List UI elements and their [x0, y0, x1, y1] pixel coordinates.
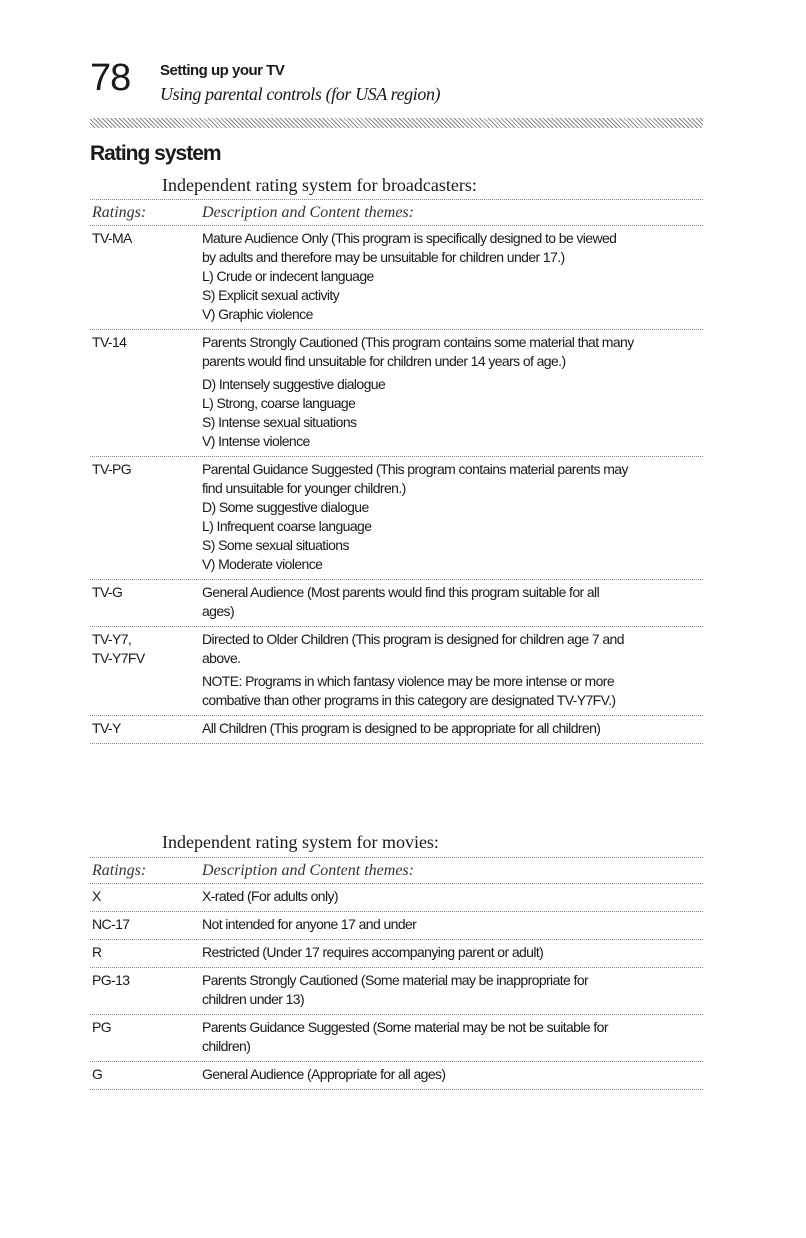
rating-description	[202, 887, 703, 906]
movie-rating-row	[90, 884, 703, 911]
rating-code-line: X	[92, 888, 101, 904]
rating-description	[202, 1065, 703, 1084]
rating-description	[202, 1018, 703, 1056]
table-header	[90, 200, 703, 225]
col-ratings-header: Ratings:	[92, 861, 147, 879]
description-line: General Audience (Most parents would find this program suitable for all	[202, 584, 600, 600]
description-line: Not intended for anyone 17 and under	[202, 916, 417, 932]
description-line: V) Intense violence	[202, 433, 310, 449]
table-rule	[90, 743, 703, 744]
table-header	[90, 858, 703, 883]
tv-rating-row	[90, 627, 703, 715]
rating-code-line: PG-13	[92, 972, 130, 988]
section-subtitle: Using parental controls (for USA region)	[160, 84, 441, 104]
movie-rating-row	[90, 912, 703, 939]
rating-code-line: TV-PG	[92, 461, 132, 477]
rating-code	[90, 583, 202, 621]
rating-description	[202, 460, 703, 574]
rating-code	[90, 971, 202, 1009]
description-line: D) Some suggestive dialogue	[202, 499, 369, 515]
description-line: Parents Guidance Suggested (Some material may be not be suitable for	[202, 1019, 608, 1035]
tv-rating-table	[90, 199, 703, 744]
movie-rating-row	[90, 940, 703, 967]
description-line: by adults and therefore may be unsuitable for children under 17.)	[202, 249, 565, 265]
description-line: find unsuitable for younger children.)	[202, 480, 406, 496]
rating-code-line: TV-Y	[92, 720, 121, 736]
rating-description	[202, 719, 703, 738]
rating-code-line: TV-14	[92, 334, 127, 350]
movie-rating-row	[90, 1062, 703, 1089]
rating-description	[202, 915, 703, 934]
rating-code	[90, 333, 202, 451]
rating-code-line: TV-Y7FV	[92, 650, 145, 666]
rating-code-line: NC-17	[92, 916, 130, 932]
description-line: L) Infrequent coarse language	[202, 518, 372, 534]
description-line: S) Some sexual situations	[202, 537, 349, 553]
description-line: S) Intense sexual situations	[202, 414, 357, 430]
rating-code-line: TV-Y7,	[92, 631, 132, 647]
description-line: Parental Guidance Suggested (This program contains material parents may	[202, 461, 628, 477]
rating-code-line: R	[92, 944, 102, 960]
table-rule	[90, 1089, 703, 1090]
col-description-header: Description and Content themes:	[202, 203, 414, 221]
movie-rating-table	[90, 857, 703, 1090]
rating-code	[90, 460, 202, 574]
tv-rating-row	[90, 716, 703, 743]
description-line: D) Intensely suggestive dialogue	[202, 376, 386, 392]
tv-rating-row	[90, 457, 703, 579]
description-line: children under 13)	[202, 991, 305, 1007]
rating-code-line: PG	[92, 1019, 112, 1035]
rating-description	[202, 943, 703, 962]
description-line: children)	[202, 1038, 251, 1054]
rating-code	[90, 915, 202, 934]
rating-code	[90, 630, 202, 710]
rating-code	[90, 229, 202, 324]
rating-description	[202, 971, 703, 1009]
description-line: NOTE: Programs in which fantasy violence may be more intense or more	[202, 673, 615, 689]
description-line: All Children (This program is designed to be appropriate for all children)	[202, 720, 601, 736]
movie-rating-row	[90, 1015, 703, 1061]
description-line: combative than other programs in this category are designated TV-Y7FV.)	[202, 692, 616, 708]
description-line: parents would find unsuitable for children under 14 years of age.)	[202, 353, 566, 369]
rating-code-line: G	[92, 1066, 103, 1082]
description-line: Restricted (Under 17 requires accompanying parent or adult)	[202, 944, 544, 960]
rating-code	[90, 943, 202, 962]
description-line: X-rated (For adults only)	[202, 888, 338, 904]
tv-table-intro: Independent rating system for broadcasters:	[162, 175, 477, 195]
movie-table-intro: Independent rating system for movies:	[162, 832, 439, 852]
rating-code	[90, 1018, 202, 1056]
rating-code-line: TV-MA	[92, 230, 132, 246]
rating-description	[202, 630, 703, 710]
description-line: S) Explicit sexual activity	[202, 287, 340, 303]
rating-description	[202, 229, 703, 324]
header-divider-band	[90, 118, 703, 128]
chapter-title: Setting up your TV	[160, 62, 285, 79]
description-line: V) Moderate violence	[202, 556, 323, 572]
description-line: ages)	[202, 603, 235, 619]
tv-rating-row	[90, 580, 703, 626]
page-number: 78	[90, 57, 131, 99]
description-line: above.	[202, 650, 241, 666]
rating-code	[90, 887, 202, 906]
tv-rating-row	[90, 330, 703, 456]
col-description-header: Description and Content themes:	[202, 861, 414, 879]
description-line: L) Crude or indecent language	[202, 268, 374, 284]
description-line: Parents Strongly Cautioned (This program contains some material that many	[202, 334, 634, 350]
rating-description	[202, 583, 703, 621]
movie-rating-row	[90, 968, 703, 1014]
rating-code	[90, 1065, 202, 1084]
rating-code	[90, 719, 202, 738]
tv-rating-row	[90, 226, 703, 329]
rating-description	[202, 333, 703, 451]
page-title: Rating system	[90, 142, 221, 165]
description-line: General Audience (Appropriate for all ages)	[202, 1066, 446, 1082]
description-line: Parents Strongly Cautioned (Some material may be inappropriate for	[202, 972, 589, 988]
description-line: V) Graphic violence	[202, 306, 313, 322]
description-line: L) Strong, coarse language	[202, 395, 356, 411]
col-ratings-header: Ratings:	[92, 203, 147, 221]
description-line: Mature Audience Only (This program is specifically designed to be viewed	[202, 230, 617, 246]
rating-code-line: TV-G	[92, 584, 123, 600]
description-line: Directed to Older Children (This program is designed for children age 7 and	[202, 631, 624, 647]
